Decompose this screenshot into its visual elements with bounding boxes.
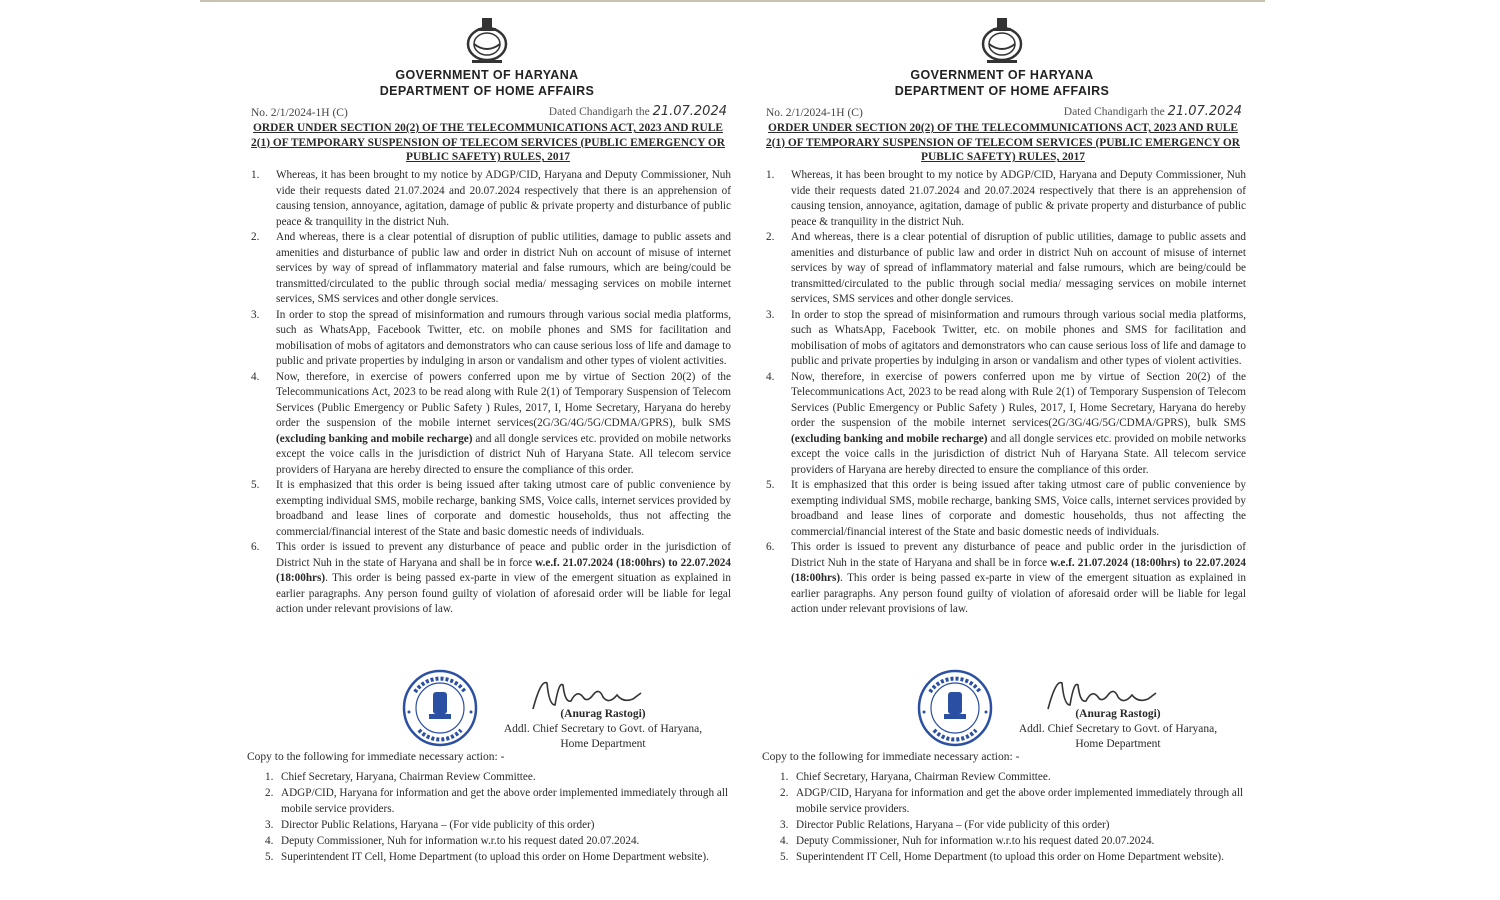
recipient-number: 2. bbox=[265, 787, 274, 799]
order-document bbox=[245, 0, 735, 900]
paragraph-text: It is emphasized that this order is being issued after taking utmost care of public convenience by exempting individual SMS, mobile recharge, banking SMS, Voice calls, internet services provided by broadband and lease lines of corporate and domestic households, thus not affecting the commercial/financial interest of the State and basic domestic needs of individuals. bbox=[276, 479, 731, 538]
paragraph-text: . This order is being passed ex-parte in view of the emergent situation as explained in earlier paragraphs. Any person found guilty of violation of aforesaid order will be liable for legal action under relevant provisions of law. bbox=[791, 572, 1246, 615]
copy-to-label: Copy to the following for immediate necessary action: - bbox=[762, 751, 1020, 763]
order-heading: ORDER UNDER SECTION 20(2) OF THE TELECOMMUNICATIONS ACT, 2023 AND RULE 2(1) OF TEMPORARY SUSPENSION OF TELECOM SERVICES (PUBLIC EMERGENCY OR PUBLIC SAFETY) RULES, 2017 bbox=[251, 122, 725, 164]
copy-recipient bbox=[760, 769, 1246, 785]
government-title: GOVERNMENT OF HARYANA bbox=[395, 68, 579, 82]
left-document-copy bbox=[245, 0, 731, 900]
recipient-number: 5. bbox=[265, 851, 274, 863]
paragraph-text: and all dongle services etc. provided on mobile networks except the voice calls in the jurisdiction of district Nuh of Haryana State. All telecom service providers of Haryana are hereby directed to ensure the compliance of this order. bbox=[276, 432, 731, 476]
bold-text: (excluding banking and mobile recharge) bbox=[791, 432, 988, 445]
paragraph-text: and all dongle services etc. provided on mobile networks except the voice calls in the jurisdiction of district Nuh of Haryana State. All telecom service providers of Haryana are hereby directed to ensure the compliance of this order. bbox=[791, 432, 1246, 476]
recipient-text: Director Public Relations, Haryana – (For vide publicity of this order) bbox=[796, 819, 1110, 831]
paragraph-text: Whereas, it has been brought to my notice by ADGP/CID, Haryana and Deputy Commissioner, Nuh vide their requests dated 21.07.2024 and 20.07.2024 respectively that there is an apprehension of causing tension, annoyance, agitation, damage of public & private property and disturbance of public peace & tranquility in the district Nuh. bbox=[276, 169, 731, 228]
paragraph-text: Whereas, it has been brought to my notice by ADGP/CID, Haryana and Deputy Commissioner, Nuh vide their requests dated 21.07.2024 and 20.07.2024 respectively that there is an apprehension of causing tension, annoyance, agitation, damage of public & private property and disturbance of public peace & tranquility in the district Nuh. bbox=[791, 169, 1246, 228]
recipient-number: 5. bbox=[780, 851, 789, 863]
order-paragraph bbox=[760, 540, 1246, 618]
paragraph-text: In order to stop the spread of misinformation and rumours through various social media platforms, such as WhatsApp, Facebook Twitter, etc. on mobile phones and SMS for facilitation and mobilisation of mobs of agitators and demonstrators who can cause serious loss of life and damage to public and private properties by indulging in arson or vandalism and other types of violent activities. bbox=[276, 308, 731, 367]
paragraph-number: 6. bbox=[251, 541, 260, 553]
order-paragraph bbox=[760, 370, 1246, 479]
recipient-number: 3. bbox=[265, 819, 274, 831]
copy-recipient bbox=[760, 849, 1246, 865]
paragraph-number: 5. bbox=[251, 479, 260, 491]
copy-to-label: Copy to the following for immediate necessary action: - bbox=[247, 751, 505, 763]
copy-recipient bbox=[245, 817, 731, 833]
copy-recipient bbox=[760, 817, 1246, 833]
order-paragraph bbox=[245, 308, 731, 370]
recipient-text: Deputy Commissioner, Nuh for information w.r.to his request dated 20.07.2024. bbox=[796, 835, 1155, 847]
paragraph-number: 1. bbox=[766, 169, 775, 181]
copy-recipient bbox=[760, 833, 1246, 849]
copy-recipient bbox=[245, 769, 731, 785]
paragraph-number: 4. bbox=[251, 370, 260, 383]
copy-recipient bbox=[760, 785, 1246, 817]
order-paragraph bbox=[760, 168, 1246, 230]
recipient-number: 3. bbox=[780, 819, 789, 831]
order-paragraph bbox=[245, 540, 731, 618]
order-paragraph bbox=[245, 370, 731, 479]
signatory-title: Addl. Chief Secretary to Govt. of Haryana, bbox=[503, 723, 703, 735]
paragraph-number: 1. bbox=[251, 169, 260, 181]
paragraph-text: Now, therefore, in exercise of powers conferred upon me by virtue of Section 20(2) of the Telecommunications Act, 2023 to be read along with Rule 2(1) of Temporary Suspension of Telecom Services (Public Emergency or Public Safety ) Rules, 2017, I, Home Secretary, Haryana do hereby order the suspension of the mobile internet services(2G/3G/4G/5G/CDMA/GPRS), bulk SMS bbox=[791, 370, 1246, 429]
paragraph-text: This order is issued to prevent any disturbance of peace and public order in the jurisdiction of District Nuh in the state of Haryana and shall be in force bbox=[276, 541, 731, 569]
paragraph-number: 5. bbox=[766, 479, 775, 491]
handwritten-date: 21.07.2024 bbox=[652, 104, 727, 119]
department-title: DEPARTMENT OF HOME AFFAIRS bbox=[894, 84, 1110, 98]
government-title: GOVERNMENT OF HARYANA bbox=[910, 68, 1094, 82]
recipient-number: 2. bbox=[780, 787, 789, 799]
signatory-name: (Anurag Rastogi) bbox=[1075, 708, 1161, 720]
order-number: No. 2/1/2024-1H (C) bbox=[766, 107, 863, 119]
paragraph-text: Now, therefore, in exercise of powers conferred upon me by virtue of Section 20(2) of the Telecommunications Act, 2023 to be read along with Rule 2(1) of Temporary Suspension of Telecom Services (Public Emergency or Public Safety ) Rules, 2017, I, Home Secretary, Haryana do hereby order the suspension of the mobile internet services(2G/3G/4G/5G/CDMA/GPRS), bulk SMS bbox=[276, 370, 731, 429]
recipient-text: Superintendent IT Cell, Home Department (to upload this order on Home Department website). bbox=[796, 851, 1224, 863]
order-paragraphs bbox=[245, 168, 731, 618]
recipient-text: ADGP/CID, Haryana for information and get the above order implemented immediately through all mobile service providers. bbox=[281, 787, 729, 815]
paragraph-text: In order to stop the spread of misinformation and rumours through various social media platforms, such as WhatsApp, Facebook Twitter, etc. on mobile phones and SMS for facilitation and mobilisation of mobs of agitators and demonstrators who can cause serious loss of life and damage to public and private properties by indulging in arson or vandalism and other types of violent activities. bbox=[791, 308, 1246, 367]
signatory-department: Home Department bbox=[560, 738, 646, 750]
signatory-department: Home Department bbox=[1075, 738, 1161, 750]
paragraph-number: 4. bbox=[766, 370, 775, 383]
paragraph-text: This order is issued to prevent any disturbance of peace and public order in the jurisdiction of District Nuh in the state of Haryana and shall be in force bbox=[791, 541, 1246, 569]
right-document-copy bbox=[760, 0, 1260, 900]
recipient-number: 4. bbox=[780, 835, 789, 847]
copy-recipient bbox=[245, 785, 731, 817]
order-paragraph bbox=[245, 478, 731, 540]
recipient-text: Director Public Relations, Haryana – (For vide publicity of this order) bbox=[281, 819, 595, 831]
copy-recipient bbox=[245, 833, 731, 849]
paragraph-number: 2. bbox=[251, 231, 260, 243]
home-secretary-stamp-icon bbox=[916, 668, 994, 748]
date-label: Dated Chandigarh the bbox=[1063, 106, 1165, 118]
recipient-number: 4. bbox=[265, 835, 274, 847]
haryana-emblem-icon bbox=[977, 14, 1027, 66]
paragraph-number: 3. bbox=[766, 308, 775, 321]
recipient-text: Chief Secretary, Haryana, Chairman Review Committee. bbox=[281, 771, 536, 783]
signatory-name: (Anurag Rastogi) bbox=[560, 708, 646, 720]
paragraph-text: It is emphasized that this order is being issued after taking utmost care of public convenience by exempting individual SMS, mobile recharge, banking SMS, Voice calls, internet services provided by broadband and lease lines of corporate and domestic households, thus not affecting the commercial/financial interest of the State and basic domestic needs of individuals. bbox=[791, 479, 1246, 538]
order-number: No. 2/1/2024-1H (C) bbox=[251, 107, 348, 119]
order-document bbox=[760, 0, 1250, 900]
paragraph-text: And whereas, there is a clear potential of disruption of public utilities, damage to public assets and amenities and disturbance of public law and order in district Nuh on account of misuse of internet services by way of spread of inflammatory material and false rumours, which are being/could be transmitted/circulated to the public through social media/ messaging services on mobile internet services, SMS services and other dongle services. bbox=[276, 231, 731, 305]
bold-text: w.e.f. 21.07.2024 (18:00hrs) to 22.07.2024 (18:00hrs) bbox=[791, 556, 1246, 584]
paragraph-number: 2. bbox=[766, 231, 775, 243]
bold-text: (excluding banking and mobile recharge) bbox=[276, 432, 473, 445]
signatory-title: Addl. Chief Secretary to Govt. of Haryana, bbox=[1018, 723, 1218, 735]
date-label: Dated Chandigarh the bbox=[548, 106, 650, 118]
order-paragraphs bbox=[760, 168, 1246, 618]
recipient-text: Chief Secretary, Haryana, Chairman Review Committee. bbox=[796, 771, 1051, 783]
handwritten-date: 21.07.2024 bbox=[1167, 104, 1242, 119]
order-date bbox=[1064, 104, 1242, 119]
recipient-number: 1. bbox=[265, 771, 274, 783]
home-secretary-stamp-icon bbox=[401, 668, 479, 748]
paragraph-number: 6. bbox=[766, 541, 775, 553]
order-date bbox=[549, 104, 727, 119]
haryana-emblem-icon bbox=[462, 14, 512, 66]
paragraph-number: 3. bbox=[251, 308, 260, 321]
order-paragraph bbox=[245, 168, 731, 230]
copy-recipient bbox=[245, 849, 731, 865]
recipient-text: Deputy Commissioner, Nuh for information w.r.to his request dated 20.07.2024. bbox=[281, 835, 640, 847]
recipient-text: Superintendent IT Cell, Home Department (to upload this order on Home Department website). bbox=[281, 851, 709, 863]
bold-text: w.e.f. 21.07.2024 (18:00hrs) to 22.07.2024 (18:00hrs) bbox=[276, 556, 731, 584]
copy-list bbox=[760, 769, 1246, 865]
order-paragraph bbox=[760, 478, 1246, 540]
recipient-text: ADGP/CID, Haryana for information and get the above order implemented immediately through all mobile service providers. bbox=[796, 787, 1244, 815]
order-paragraph bbox=[760, 230, 1246, 308]
order-paragraph bbox=[245, 230, 731, 308]
paragraph-text: And whereas, there is a clear potential of disruption of public utilities, damage to public assets and amenities and disturbance of public law and order in district Nuh on account of misuse of internet services by way of spread of inflammatory material and false rumours, which are being/could be transmitted/circulated to the public through social media/ messaging services on mobile internet services, SMS services and other dongle services. bbox=[791, 231, 1246, 305]
paragraph-text: . This order is being passed ex-parte in view of the emergent situation as explained in earlier paragraphs. Any person found guilty of violation of aforesaid order will be liable for legal action under relevant provisions of law. bbox=[276, 572, 731, 615]
order-heading: ORDER UNDER SECTION 20(2) OF THE TELECOMMUNICATIONS ACT, 2023 AND RULE 2(1) OF TEMPORARY SUSPENSION OF TELECOM SERVICES (PUBLIC EMERGENCY OR PUBLIC SAFETY) RULES, 2017 bbox=[766, 122, 1240, 164]
department-title: DEPARTMENT OF HOME AFFAIRS bbox=[379, 84, 595, 98]
order-paragraph bbox=[760, 308, 1246, 370]
recipient-number: 1. bbox=[780, 771, 789, 783]
copy-list bbox=[245, 769, 731, 865]
